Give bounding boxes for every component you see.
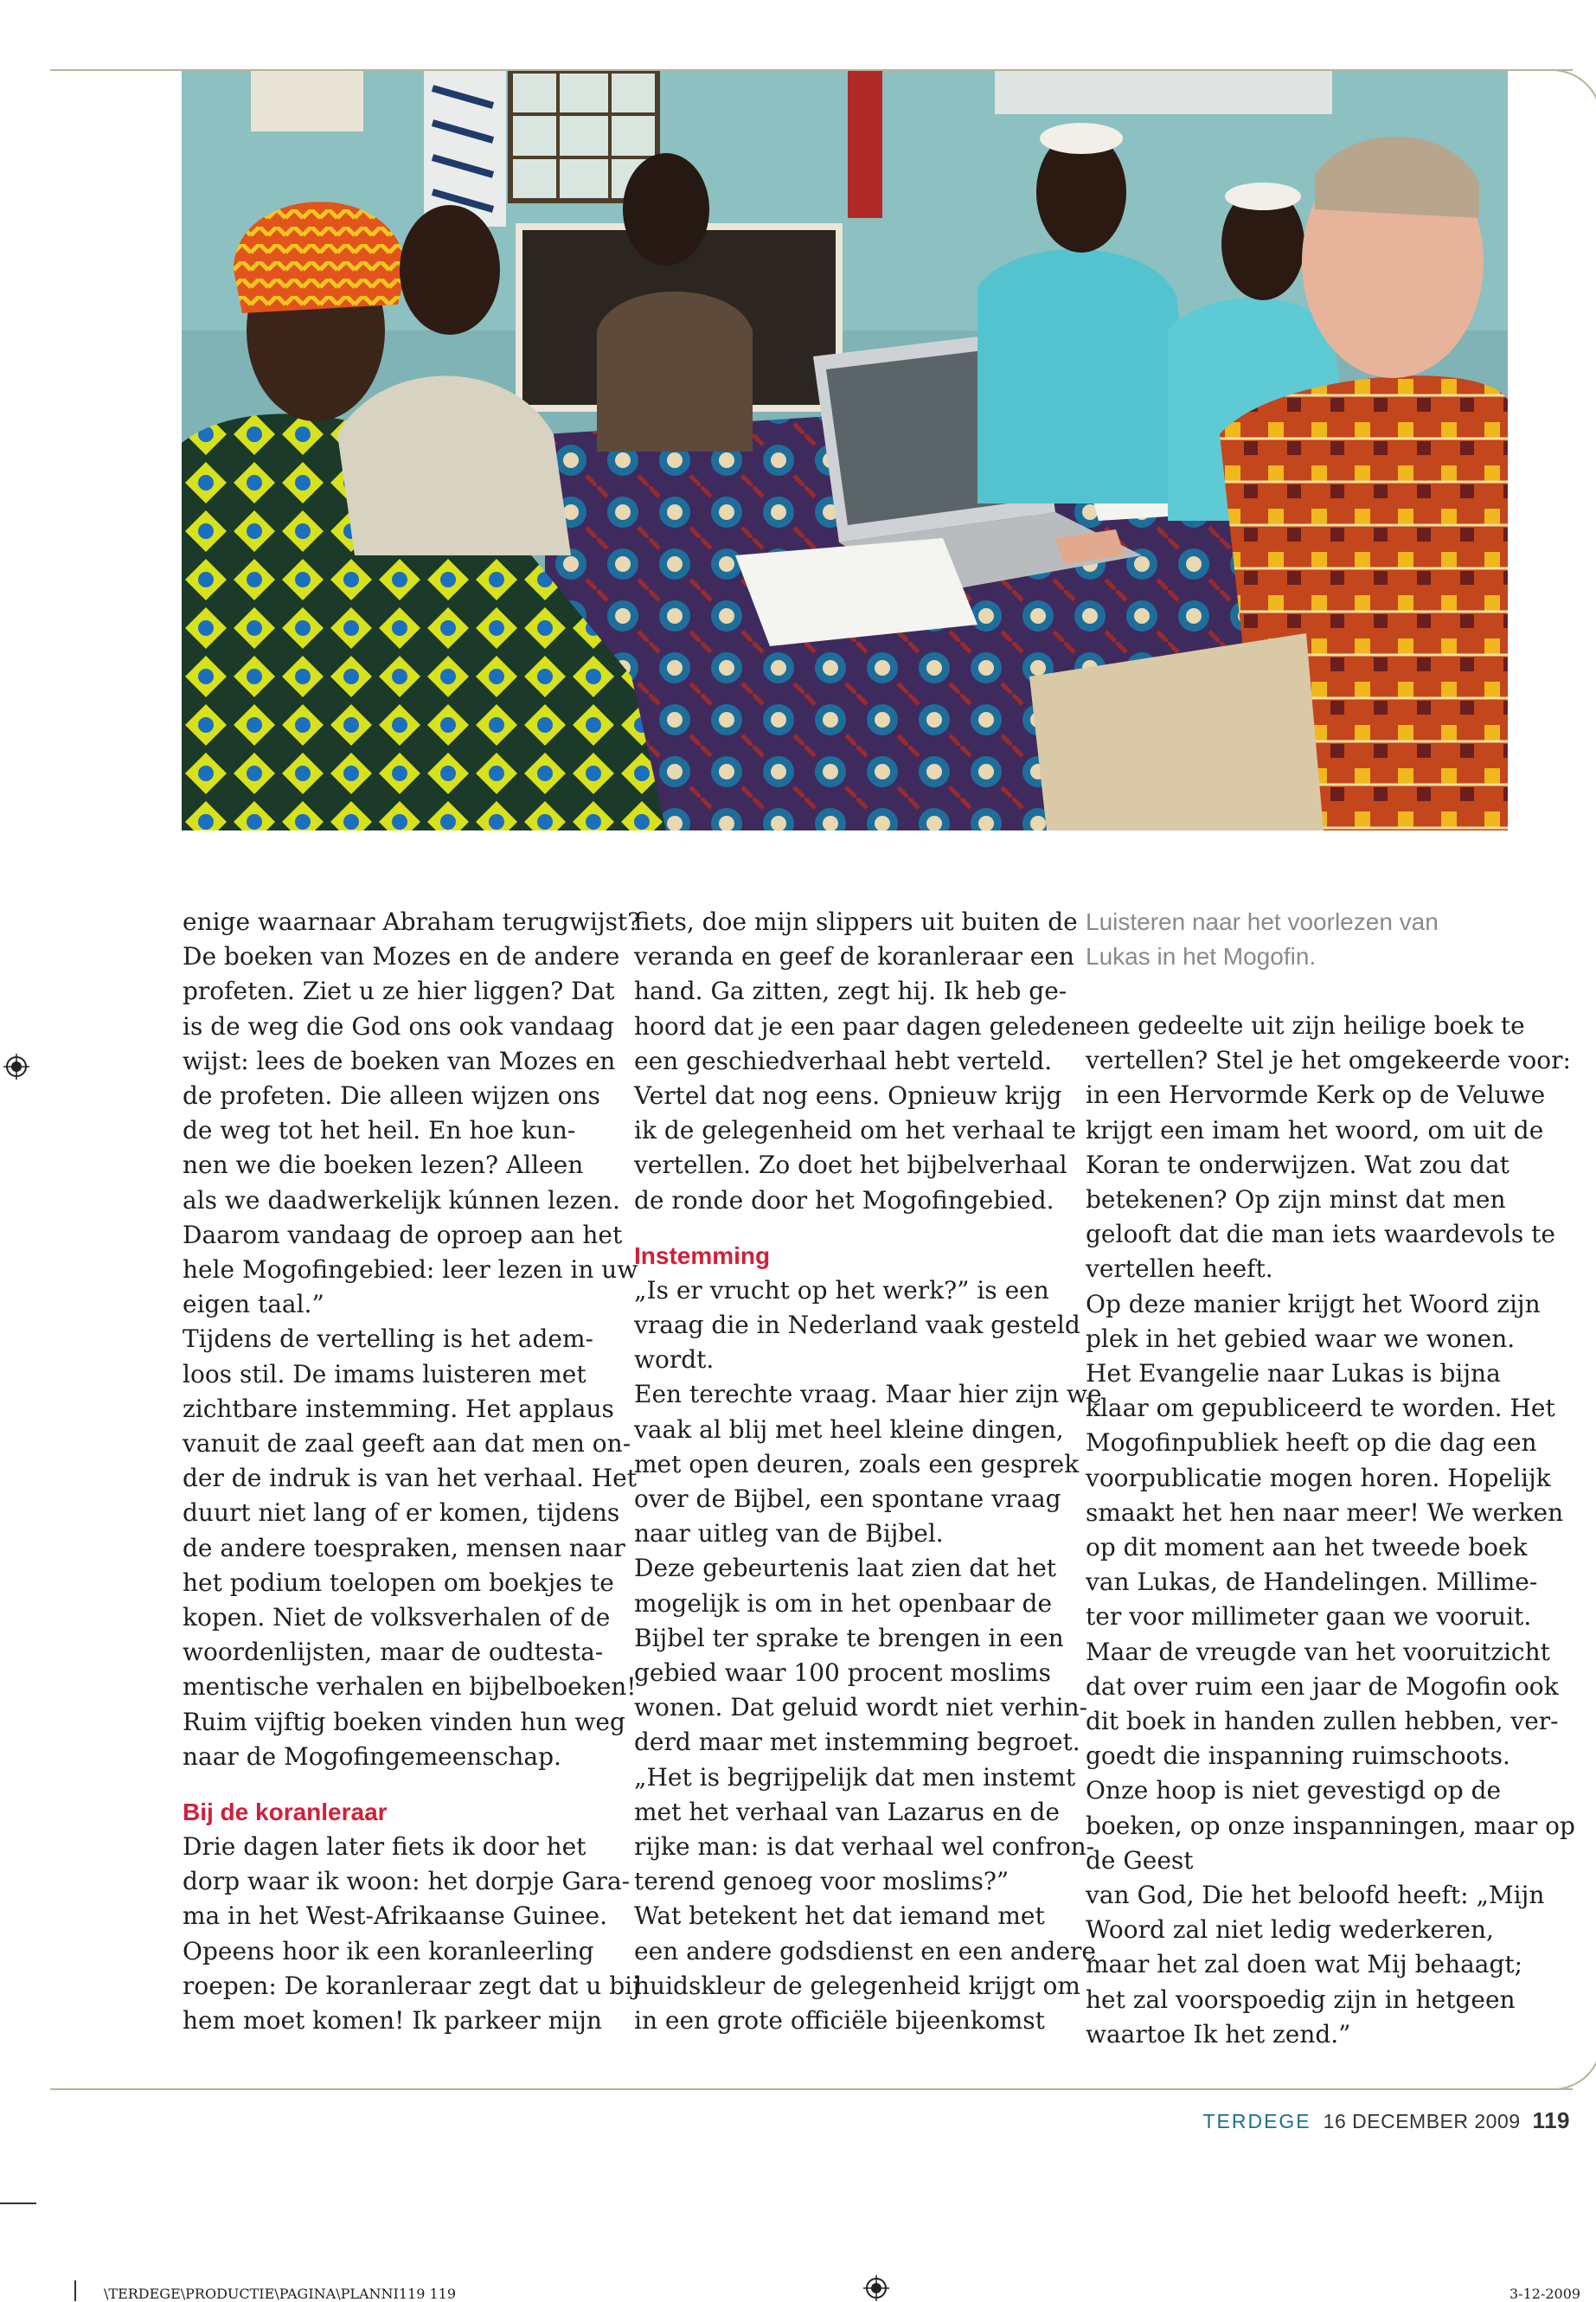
registration-mark-icon (3, 1054, 29, 1080)
paragraph: Deze gebeurtenis laat zien dat het mogelijk is om in het openbaar de Bijbel ter sprake te brengen in een gebied waar 100 procent moslims wonen. Dat geluid wordt niet verhin- derd maar met instemming begroet. „Het is begrijpelijk dat men instemt met het verhaal van Lazarus en de rijke man: is dat verhaal wel confron- terend genoeg voor moslims?” (634, 1554, 1095, 1896)
crop-mark (74, 2280, 76, 2301)
registration-mark-icon (863, 2275, 889, 2301)
paragraph: Een terechte vraag. Maar hier zijn we vaak al blij met heel kleine dingen, met open deuren, zoals een gesprek over de Bijbel, een spontane vraag naar uitleg van de Bijbel. (634, 1380, 1102, 1549)
page-footer (1202, 2107, 1570, 2134)
paragraph: Op deze manier krijgt het Woord zijn plek in het gebied waar we wonen. Het Evangelie naar Lukas is bijna klaar om gepubliceerd te worden. Het Mogofinpubliek heeft op die dag een voorpublicatie mogen horen. Hopelijk smaakt het hen naar meer! We werken op dit moment aan het tweede boek van Lukas, de Handelingen. Millime- ter voor millimeter gaan we vooruit. (1086, 1289, 1564, 1632)
slug-path: \TERDEGE\PRODUCTIE\PAGINA\PLANNI119 119 (104, 2286, 457, 2302)
paragraph: „Is er vrucht op het werk?” is een vraag die in Nederland vaak gesteld wordt. (634, 1275, 1080, 1375)
photo-meeting (182, 71, 1508, 830)
photo-meeting-laptop-icon (182, 71, 1508, 830)
frame-corner-top (1548, 69, 1596, 123)
paragraph: enige waarnaar Abraham terugwijst? De boeken van Mozes en de andere profeten. Ziet u ze hier liggen? Dat is de weg die God ons ook vandaag wijst: lees de boeken van Mozes en de profeten. Die alleen wijzen ons de weg tot het heil. En hoe kun- nen we die boeken lezen? Alleen als we daadwerkelijk kúnnen lezen. Daarom vandaag de oproep aan het hele Mogofingebied: leer lezen in uw eigen taal.” (183, 907, 641, 1319)
frame-bottom-rule (50, 2088, 1573, 2090)
text-column-3 (1086, 905, 1596, 2052)
magazine-name: TERDEGE (1202, 2110, 1311, 2132)
text-column-1 (183, 905, 640, 2038)
page-number: 119 (1532, 2107, 1570, 2133)
issue-date: 16 DECEMBER 2009 (1323, 2110, 1521, 2132)
slug-date: 3-12-2009 (1509, 2286, 1581, 2302)
paragraph: fiets, doe mijn slippers uit buiten de veranda en geef de koranleraar een hand. Ga zitten, zegt hij. Ik heb ge- hoord dat je een paar dagen geleden een geschiedverhaal hebt verteld. Vertel dat nog eens. Opnieuw krijg ik de gelegenheid om het verhaal te vertellen. Zo doet het bijbelverhaal de ronde door het Mogofingebied. (634, 907, 1087, 1215)
paragraph: een gedeelte uit zijn heilige boek te vertellen? Stel je het omgekeerde voor: in een Hervormde Kerk op de Veluwe krijgt een imam het woord, om uit de Koran te onderwijzen. Wat zou dat betekenen? Op zijn minst dat men gelooft dat die man iets waardevols te vertellen heeft. (1086, 1011, 1571, 1284)
crop-mark (0, 2203, 36, 2204)
text-column-2 (634, 905, 1102, 2038)
paragraph: Tijdens de vertelling is het adem- loos stil. De imams luisteren met zichtbare instemming. Het applaus vanuit de zaal geeft aan dat men on- der de indruk is van het verhaal. Het duurt niet lang of er komen, tijdens de andere toespraken, mensen naar het podium toelopen om boekjes te kopen. Niet de volksverhalen of de woordenlijsten, maar de oudtesta- mentische verhalen en bijbelboeken! Ruim vijftig boeken vinden hun weg naar de Mogofingemeenschap. (183, 1324, 637, 1771)
paragraph: Maar de vreugde van het vooruitzicht dat over ruim een jaar de Mogofin ook dit boek in handen zullen hebben, ver- goedt die inspanning ruimschoots. Onze hoop is niet gevestigd op de boeken, op onze inspanningen, maar op de Geest van God, Die het beloofd heeft: „Mijn Woord zal niet ledig wederkeren, maar het zal doen wat Mij behaagt; het zal voorspoedig zijn in hetgeen waartoe Ik het zend.” (1086, 1637, 1575, 2049)
subheading-koranleraar: Bij de koranleraar (183, 1799, 388, 1826)
paragraph: Wat betekent het dat iemand met een andere godsdienst en een andere huidskleur de gelegenheid krijgt om in een grote officiële bijeenkomst (634, 1901, 1096, 2036)
photo-caption: Luisteren naar het voorlezen van Lukas in het Mogofin. (1086, 908, 1439, 970)
paragraph: Drie dagen later fiets ik door het dorp waar ik woon: het dorpje Gara- ma in het West-Afrikaanse Guinee. Opeens hoor ik een koranleerling roepen: De koranleraar zegt dat u bij hem moet komen! Ik parkeer mijn (183, 1832, 640, 2036)
subheading-instemming: Instemming (634, 1241, 771, 1269)
frame-corner-bottom (1548, 2040, 1596, 2090)
